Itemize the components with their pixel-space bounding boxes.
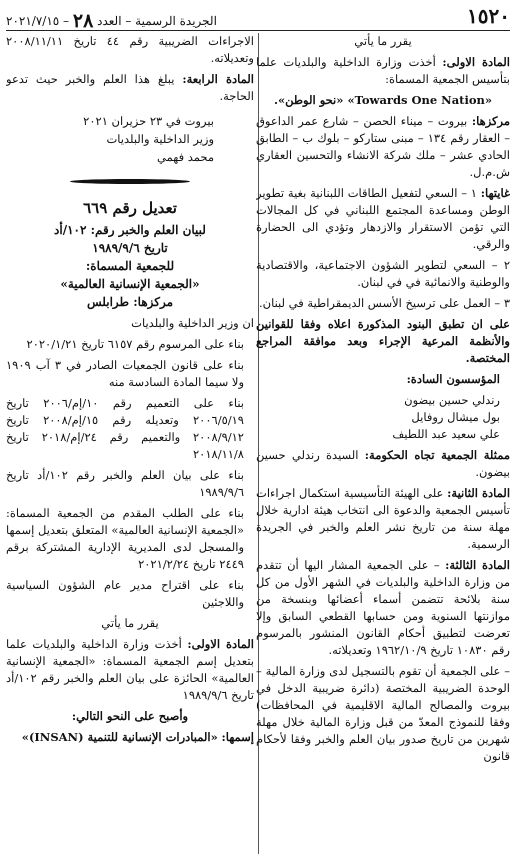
representative-label: ممثلة الجمعية تجاه الحكومة: xyxy=(364,448,510,462)
article-1 xyxy=(256,54,510,88)
amendment-assoc-name: «الجمعية الإنسانية العالمية» xyxy=(60,277,200,291)
basis-5: بناء على الطلب المقدم من الجمعية المسماة: «الجمعية الإنسانية العالمية» المتعلق بتعديل إسمها والمسجل لدى المديرية الإدارية المشتركة برقم ٢٤٤٩ تاريخ ٢٠٢١/٢/٢٤ xyxy=(6,506,244,571)
issue-number: ٢٨ xyxy=(72,10,94,32)
amendment-notice-number: لبيان العلم والخبر رقم: ١٠٢/أد xyxy=(54,223,206,237)
decides-line-2: يقرر ما يأتي xyxy=(101,616,159,630)
association-name: «Towards One Nation» «نحو الوطن». xyxy=(273,93,493,107)
article-2-text: على الهيئة التأسيسية استكمال اجراءات تأسيس الجمعية والدعوة الى انتخاب هيئة ادارية خلال مهلة سنة من تاريخ نشر العلم والخبر في الجريدة الرسمية. xyxy=(256,486,510,551)
left-article-1-text: أخذت وزارة الداخلية والبلديات علما بتعديل إسم الجمعية المسماة: «الجمعية الإنسانية العالمية» الحائزة على بيان العلم والخبر رقم ١٠٢/أد تاريخ ١٩٨٩/٩/٦ xyxy=(6,637,254,702)
representative-text: السيدة رندلي حسين بيضون. xyxy=(256,448,510,479)
representative xyxy=(256,447,510,481)
new-name xyxy=(6,729,254,746)
right-column xyxy=(256,33,510,854)
page-number: ١٥٢٠ xyxy=(467,4,510,28)
page-header xyxy=(6,4,510,32)
founder-3: علي سعيد عبد اللطيف xyxy=(392,427,500,441)
minister-name: محمد فهمي xyxy=(157,150,214,164)
goal-2: ٢ – السعي لتطوير الشؤون الاجتماعية، والاقتصادية والوطنية والانمائية في في لبنان. xyxy=(256,258,510,289)
minister-title: وزير الداخلية والبلديات xyxy=(106,132,214,146)
new-name-text: «المبادرات الإنسانية للتنمية (INSAN)» xyxy=(21,730,218,744)
header-rule xyxy=(6,30,510,31)
left-article-1 xyxy=(6,636,254,704)
amendment-hq: مركزها: طرابلس xyxy=(86,295,174,309)
goal-1 xyxy=(256,185,510,253)
article-3-text: – على الجمعية المشار اليها أن تتقدم من وزارة الداخلية والبلديات في الشهر الأول من كل سنة بلائحة تتضمن أسماء أعضائها وبنسخة من موازنتها السنوية ومن حسابها القطعي السابق وإلا تعرضت لتطبيق أحكام القانون المنشور بالمرسوم رقم ١٠٨٣٠ تاريخ ١٩٦٢/١٠/٩ وتعديلاته. xyxy=(256,558,510,657)
basis-1: بناء على المرسوم رقم ٦١٥٧ تاريخ ٢٠٢٠/١/٢١ xyxy=(26,337,244,351)
article-1-text: أخذت وزارة الداخلية والبلديات علما بتأسيس الجمعية المسماة: xyxy=(256,55,510,86)
goals-label: غايتها: xyxy=(480,186,510,200)
tax-law-continued: الاجراءات الضريبية رقم ٤٤ تاريخ ٢٠٠٨/١١/١١ وتعديلاته. xyxy=(6,34,254,65)
headquarters xyxy=(256,113,510,181)
basis-2: بناء على قانون الجمعيات الصادر في ٣ آب ١٩٠٩ ولا سيما المادة السادسة منه xyxy=(6,358,244,389)
article-4-text: يبلغ هذا العلم والخبر حيث تدعو الحاجة. xyxy=(6,72,254,103)
article-2 xyxy=(256,485,510,553)
gazette-name: الجريدة الرسمية – العدد xyxy=(97,14,217,28)
amendment-title: تعديل رقم ٦٦٩ xyxy=(83,199,177,217)
article-1-label: المادة الاولى: xyxy=(442,55,510,69)
article-3-label: المادة الثالثة: xyxy=(445,558,510,572)
left-article-1-label: المادة الاولى: xyxy=(187,637,254,651)
divider-ornament xyxy=(70,179,190,184)
place-date: بيروت في ٢٣ حزيران ٢٠٢١ xyxy=(83,114,214,128)
article-4-label: المادة الرابعة: xyxy=(182,72,254,86)
amendment-notice-date: تاريخ ١٩٨٩/٩/٦ xyxy=(92,241,168,255)
amendment-assoc-label: للجمعية المسماة: xyxy=(85,259,175,273)
article-2-label: المادة الثانية: xyxy=(447,486,510,500)
minister-intro: ان وزير الداخلية والبلديات xyxy=(131,316,254,330)
article-4 xyxy=(6,71,254,105)
basis-4: بناء على بيان العلم والخبر رقم ١٠٢/أد تاريخ ١٩٨٩/٩/٦ xyxy=(6,468,245,499)
decides-line: يقرر ما يأتي xyxy=(354,34,412,48)
became-line: وأصبح على النحو التالي: xyxy=(71,709,189,723)
article-3 xyxy=(256,557,510,659)
basis-6: بناء على اقتراح مدير عام الشؤون السياسية واللاجئين xyxy=(6,578,244,609)
headquarters-label: مركزها: xyxy=(471,114,510,128)
founder-1: رندلي حسين بيضون xyxy=(404,393,500,407)
section-divider xyxy=(6,172,254,189)
header-title xyxy=(6,8,217,30)
article-3-continued: – على الجمعية أن تقوم بالتسجيل لدى وزارة المالية – الوحدة الضريبية المختصة (دائرة ضريبية الدخل في بيروت والمصالح المالية الاقليمية في المحافظات) وفقا للنموذج المعدّ من قبل وزارة المالية خلال مهلة شهرين من تاريخ صدور بيان العلم والخبر وفقا لأحكام قانون xyxy=(256,664,510,763)
goal-1-text: ١ – السعي لتفعيل الطاقات اللبنانية بغية تطوير الوطن ومساعدة المجتمع اللبناني في كل المجالات التي تؤمن الاستقرار والازدهار وتؤدي الى الحضارة والرقي. xyxy=(256,186,510,251)
goal-3: ٣ – العمل على ترسيخ الأسس الديمقراطية في لبنان. xyxy=(258,296,510,310)
founders-label: المؤسسون السادة: xyxy=(406,372,500,386)
new-name-label: إسمها: xyxy=(221,730,254,744)
issue-date: – ٢٠٢١/٧/١٥ xyxy=(6,14,70,28)
left-column xyxy=(6,33,254,854)
headquarters-text: بيروت – ميناء الحصن – شارع عمر الداعوق – العقار رقم ١٣٤ – مبنى ستاركو – بلوك ب – الطابق الحادي عشر – ملك شركة الانشاء والتحسين العقاري ش.م.ل. xyxy=(256,114,510,179)
founder-2: بول ميشال روفايل xyxy=(411,410,500,424)
basis-3: بناء على التعميم رقم ١٠/إم/٢٠٠٦ تاريخ ٢٠٠٦/٥/١٩ وتعديله رقم ١٥/إم/٢٠٠٨ تاريخ ٢٠٠٨/٩/١٢ والتعميم رقم ٢٤/إم/٢٠١٨ تاريخ ٢٠١٨/١١/٨ xyxy=(6,396,245,461)
condition-text: على ان تطبق البنود المذكورة اعلاه وفقا للقوانين والأنظمة المرعية الإجراء وبعد موافقة المراجع المختصة. xyxy=(256,317,510,365)
